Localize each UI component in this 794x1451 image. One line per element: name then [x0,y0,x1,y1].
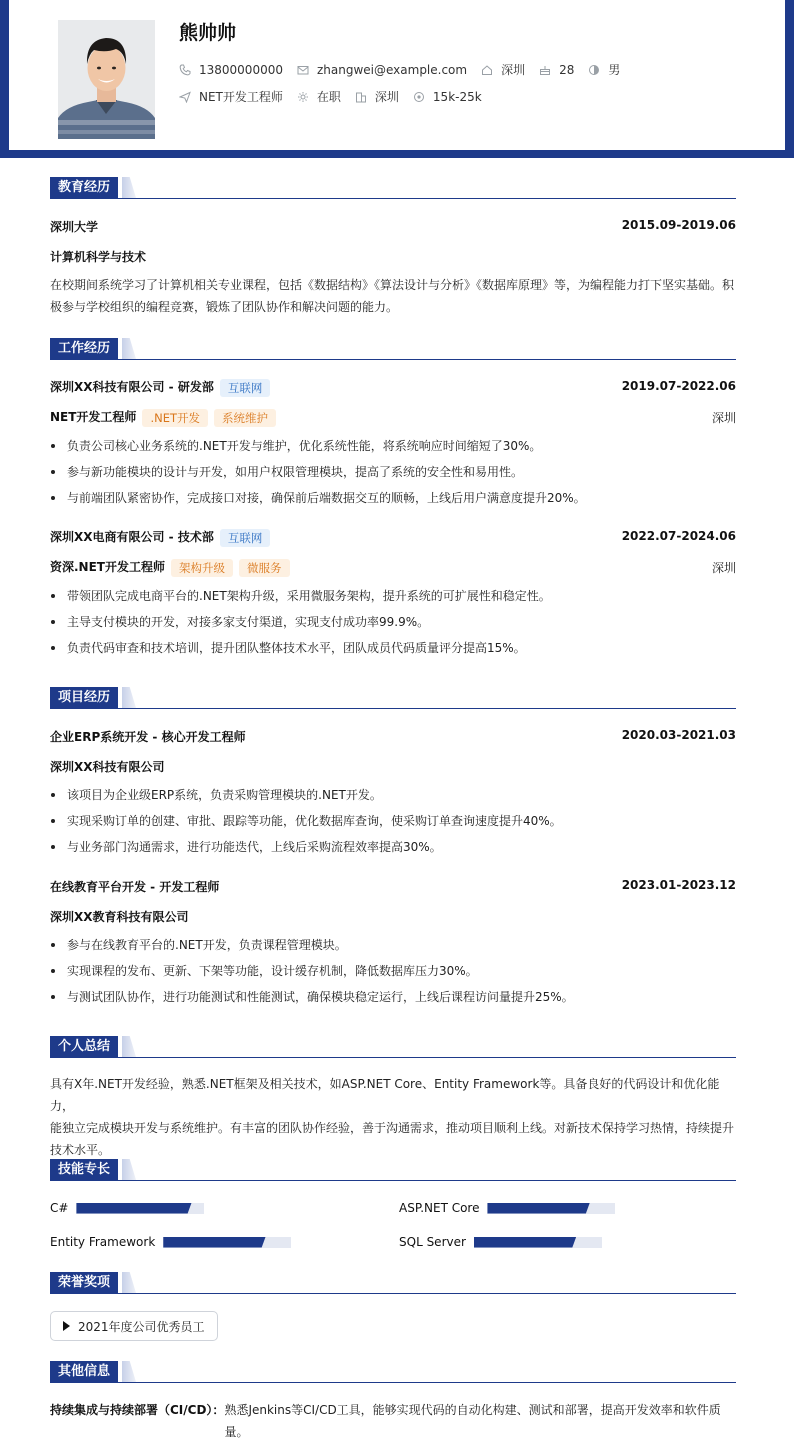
skill-tag: 系统维护 [214,409,276,427]
section-projects [50,687,736,709]
list-item: 参与在线教育平台的.NET开发，负责课程管理模块。 [50,932,736,958]
email-value: zhangwei@example.com [316,62,468,77]
industry-tag: 互联网 [220,379,271,397]
project-bullets [50,782,736,860]
summary-line: 具有X年.NET开发经验，熟悉.NET框架及相关技术，如ASP.NET Core、Entity Framework等。具备良好的代码设计和优化能力， [50,1077,720,1113]
header-frame-right [785,0,794,158]
skill-level-bar [163,1237,291,1248]
list-item: 与前端团队紧密协作，完成接口对接，确保前后端数据交互的顺畅，上线后用户满意度提升20%。 [50,485,736,511]
email-item [297,63,467,77]
header-frame-left [0,0,9,158]
section-title-tail [122,1159,136,1180]
skill-level-bar [474,1237,602,1248]
skill-name: Entity Framework [50,1235,156,1249]
salary-value: 15k-25k [432,89,482,104]
caret-right-icon [63,1321,70,1331]
job-company: 深圳XX电商有限公司 - 技术部 [50,530,214,544]
list-item: 实现采购订单的创建、审批、跟踪等功能，优化数据库查询，使采购订单查询速度提升40%。 [50,808,736,834]
skill-level-fill [474,1237,576,1248]
section-title-tail [122,1272,136,1293]
job-bullets [50,433,736,511]
section-divider [50,359,736,360]
job-header [50,378,736,398]
section-divider [50,1180,736,1181]
salary-item [413,90,482,104]
job-location: 深圳 [711,411,736,425]
city-item [481,61,525,78]
job-role: 资深.NET开发工程师 [50,560,165,574]
job-company: 深圳XX科技有限公司 - 研发部 [50,380,214,394]
project-period: 2023.01-2023.12 [621,878,736,892]
job-period: 2022.07-2024.06 [621,529,736,543]
section-title: 其他信息 [50,1361,118,1382]
skill-level-bar [487,1203,615,1214]
skill-level-bar [76,1203,204,1214]
gender-item [588,61,620,78]
cake-icon [539,64,551,76]
job-bullets [50,583,736,661]
project-name: 在线教育平台开发 - 开发工程师 [50,880,220,894]
award-label: 2021年度公司优秀员工 [78,1319,205,1334]
job-intent-row [179,88,496,105]
skill-name: C# [50,1201,69,1215]
section-awards [50,1272,736,1294]
list-item: 与测试团队协作，进行功能测试和性能测试，确保模块稳定运行，上线后课程访问量提升25%。 [50,984,736,1010]
skill-item [50,1201,204,1215]
skill-item [399,1235,602,1249]
summary-line: 能独立完成模块开发与系统维护。有丰富的团队协作经验，善于沟通需求，推动项目顺利上线。对新技术保持学习热情，持续提升 [50,1121,735,1135]
summary-text [50,1073,736,1161]
section-education [50,177,736,199]
phone-icon [179,64,191,76]
project-period: 2020.03-2021.03 [621,728,736,742]
project-company: 深圳XX教育科技有限公司 [50,910,189,924]
other-info-line: 熟悉Jenkins等CI/CD工具，能够实现代码的自动化构建、测试和部署，提高开发效率和软件质 [224,1403,721,1417]
header-frame-bottom [0,150,794,158]
home-icon [481,64,493,76]
project-header [50,728,736,745]
project-name: 企业ERP系统开发 - 核心开发工程师 [50,730,246,744]
section-title-tail [122,177,136,198]
skill-level-fill [76,1203,191,1214]
gear-icon [297,91,309,103]
edu-major: 计算机科学与技术 [50,250,147,264]
target-city-value: 深圳 [374,90,399,104]
list-item: 实现课程的发布、更新、下架等功能，设计缓存机制，降低数据库压力30%。 [50,958,736,984]
age-item [539,63,574,77]
gender-value: 男 [608,63,621,77]
job-role: NET开发工程师 [50,410,137,424]
section-divider [50,198,736,199]
candidate-name: 熊帅帅 [179,22,237,44]
section-title: 荣誉奖项 [50,1272,118,1293]
target-city-item [355,88,399,105]
project-company: 深圳XX科技有限公司 [50,760,165,774]
section-title-tail [122,1036,136,1057]
avatar-portrait [58,20,155,139]
section-title-tail [122,687,136,708]
section-title: 工作经历 [50,338,118,359]
job-location: 深圳 [711,561,736,575]
list-item: 带领团队完成电商平台的.NET架构升级，采用微服务架构，提升系统的可扩展性和稳定性。 [50,583,736,609]
list-item: 与业务部门沟通需求，进行功能迭代，上线后采购流程效率提高30%。 [50,834,736,860]
other-info-line: 量。 [224,1425,249,1439]
section-other [50,1361,736,1383]
project-header [50,878,736,895]
edu-school-row [50,218,736,235]
list-item: 参与新功能模块的设计与开发，如用户权限管理模块，提高了系统的安全性和易用性。 [50,459,736,485]
skill-level-fill [487,1203,589,1214]
section-divider [50,1293,736,1294]
job-role-row [50,408,736,428]
industry-tag: 互联网 [220,529,271,547]
avatar [58,20,155,139]
other-info-row [50,1399,736,1443]
skill-level-fill [163,1237,265,1248]
skill-tag: 架构升级 [171,559,233,577]
summary-line: 技术水平。 [50,1143,111,1157]
section-title: 个人总结 [50,1036,118,1057]
list-item: 负责代码审查和技术培训，提升团队整体技术水平，团队成员代码质量评分提高15%。 [50,635,736,661]
section-work [50,338,736,360]
job-header [50,528,736,548]
building-icon [355,91,367,103]
job-period: 2019.07-2022.06 [621,379,736,393]
edu-desc-line: 在校期间系统学习了计算机相关专业课程，包括《数据结构》《算法设计与分析》《数据库原理》等，为编程能力打下坚实基础。积 [50,278,735,292]
list-item: 该项目为企业级ERP系统，负责采购管理模块的.NET开发。 [50,782,736,808]
job-title-item [179,88,283,105]
gender-icon [588,64,600,76]
job-title-value: NET开发工程师 [199,90,283,104]
section-title: 项目经历 [50,687,118,708]
project-bullets [50,932,736,1010]
status-value: 在职 [316,90,341,104]
section-title-tail [122,1361,136,1382]
section-title-tail [122,338,136,359]
age-value: 28 [559,62,575,77]
section-skills [50,1159,736,1181]
skill-name: SQL Server [399,1235,466,1249]
phone-value: 13800000000 [199,62,283,77]
skill-item [399,1201,615,1215]
section-title: 技能专长 [50,1159,118,1180]
send-icon [179,91,191,103]
skill-item [50,1235,291,1249]
award-item[interactable] [50,1311,218,1341]
phone-item [179,63,283,77]
section-divider [50,708,736,709]
skill-tag: 微服务 [239,559,290,577]
list-item: 主导支付模块的开发，对接多家支付渠道，实现支付成功率99.9%。 [50,609,736,635]
job-role-row [50,558,736,578]
section-title: 教育经历 [50,177,118,198]
mail-icon [297,64,309,76]
coin-icon [413,91,425,103]
section-divider [50,1382,736,1383]
list-item: 负责公司核心业务系统的.NET开发与维护，优化系统性能，将系统响应时间缩短了30%。 [50,433,736,459]
city-value: 深圳 [501,63,526,77]
edu-period: 2015.09-2019.06 [621,218,736,232]
edu-school: 深圳大学 [50,220,99,234]
skill-tag: .NET开发 [142,409,208,427]
skill-name: ASP.NET Core [399,1201,480,1215]
other-info-label: 持续集成与持续部署（CI/CD）： [50,1403,225,1417]
status-item [297,88,341,105]
section-summary [50,1036,736,1058]
edu-desc-line: 极参与学校组织的编程竞赛，锻炼了团队协作和解决问题的能力。 [50,300,399,314]
section-divider [50,1057,736,1058]
contact-row [179,61,634,78]
edu-description [50,274,736,318]
other-info-text [224,1399,736,1443]
